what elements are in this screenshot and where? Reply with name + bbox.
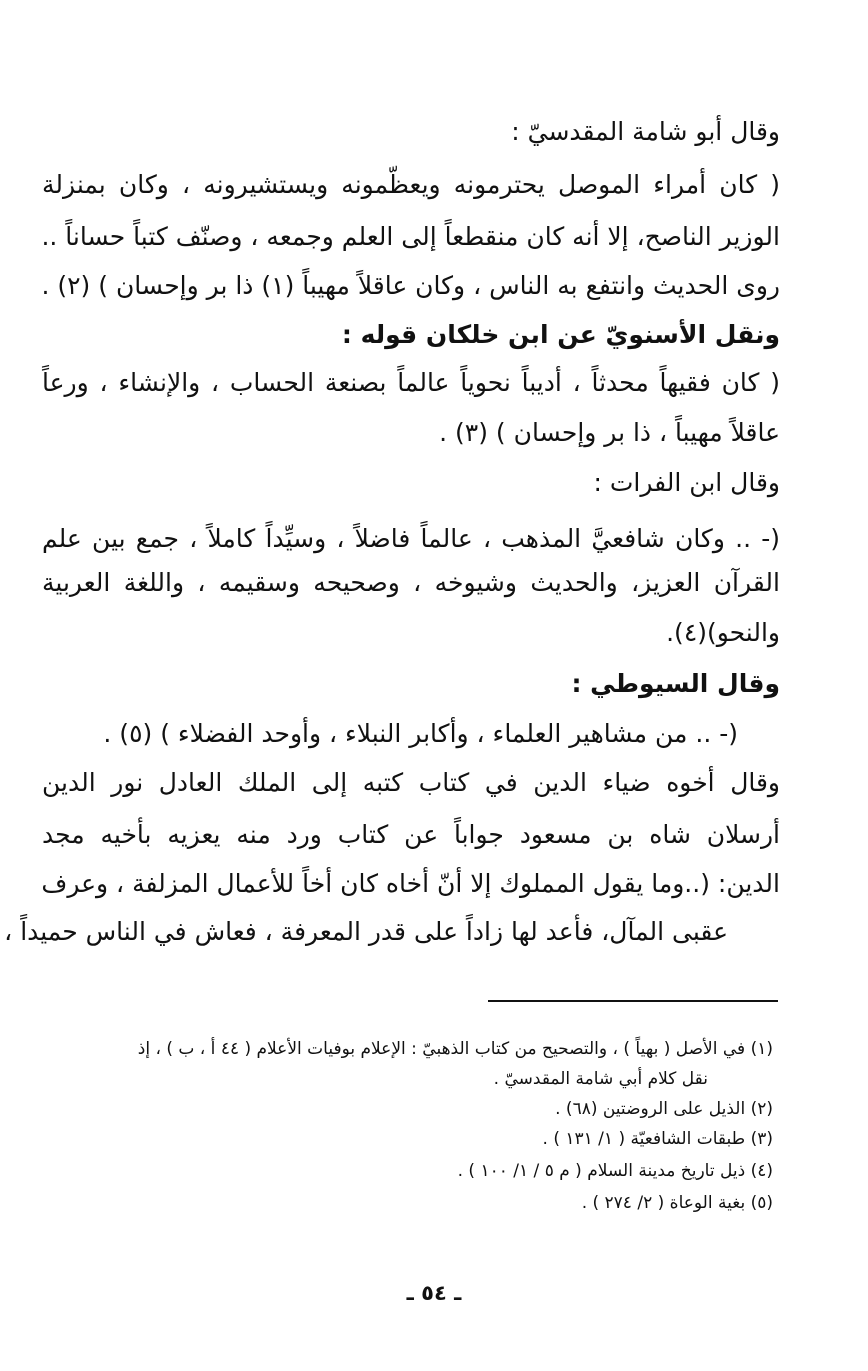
footnote: (٢) الذيل على الروضتين (٦٨) . <box>555 1099 773 1119</box>
page-number: ـ ٥٤ ـ <box>406 1281 462 1305</box>
body-line: روى الحديث وانتفع به الناس ، وكان عاقلاً مهيباً (١) ذا بر وإحسان ) (٢) . <box>41 271 780 300</box>
footnote: (٣) طبقات الشافعيّة ( ١/ ١٣١ ) . <box>542 1129 773 1149</box>
body-line: (- .. وكان شافعيَّ المذهب ، عالماً فاضلاً ، وسيِّداً كاملاً ، جمع بين علم <box>42 524 780 553</box>
footnote: (٤) ذيل تاريخ مدينة السلام ( م ٥ / ١/ ١٠٠ ) . <box>457 1161 773 1181</box>
body-line: وقال ابن الفرات : <box>593 468 780 497</box>
section-heading: ونقل الأسنويّ عن ابن خلكان قوله : <box>341 320 780 349</box>
body-line: (- .. من مشاهير العلماء ، وأكابر النبلاء ، وأوحد الفضلاء ) (٥) . <box>103 719 738 748</box>
body-line: القرآن العزيز، والحديث وشيوخه ، وصحيحه وسقيمه ، واللغة العربية <box>42 568 780 597</box>
footnote: (١) في الأصل ( بهياً ) ، والتصحيح من كتاب الذهبيّ : الإعلام بوفيات الأعلام ( ٤٤ أ ، ب ) ، إذ <box>137 1039 773 1059</box>
body-line: أرسلان شاه بن مسعود جواباً عن كتاب ورد منه يعزيه بأخيه مجد <box>42 820 780 849</box>
body-line: الدين: (..وما يقول المملوك إلا أنّ أخاه كان أخاً للأعمال المزلفة ، وعرف <box>41 869 780 898</box>
body-line: وقال أبو شامة المقدسيّ : <box>511 117 780 146</box>
body-line: وقال أخوه ضياء الدين في كتاب كتبه إلى الملك العادل نور الدين <box>42 768 780 797</box>
footnote: (٥) بغية الوعاة ( ٢/ ٢٧٤ ) . <box>581 1193 773 1213</box>
section-heading: وقال السيوطي : <box>571 669 780 698</box>
body-line: ( كان فقيهاً محدثاً ، أديباً نحوياً عالماً بصنعة الحساب ، والإنشاء ، ورعاً <box>42 368 780 397</box>
body-line: والنحو)(٤). <box>666 618 780 647</box>
footnote: نقل كلام أبي شامة المقدسيّ . <box>493 1069 708 1089</box>
body-line: الوزير الناصح، إلا أنه كان منقطعاً إلى العلم وجمعه ، وصنّف كتباً حساناً .. <box>41 222 780 251</box>
body-line: ( كان أمراء الموصل يحترمونه ويعظّمونه ويستشيرونه ، وكان بمنزلة <box>42 170 780 199</box>
footnote-divider <box>488 1000 778 1002</box>
body-line: عقبى المآل، فأعد لها زاداً على قدر المعرفة ، فعاش في الناس حميداً ، <box>4 917 728 946</box>
body-line: عاقلاً مهيباً ، ذا بر وإحسان ) (٣) . <box>439 418 780 447</box>
